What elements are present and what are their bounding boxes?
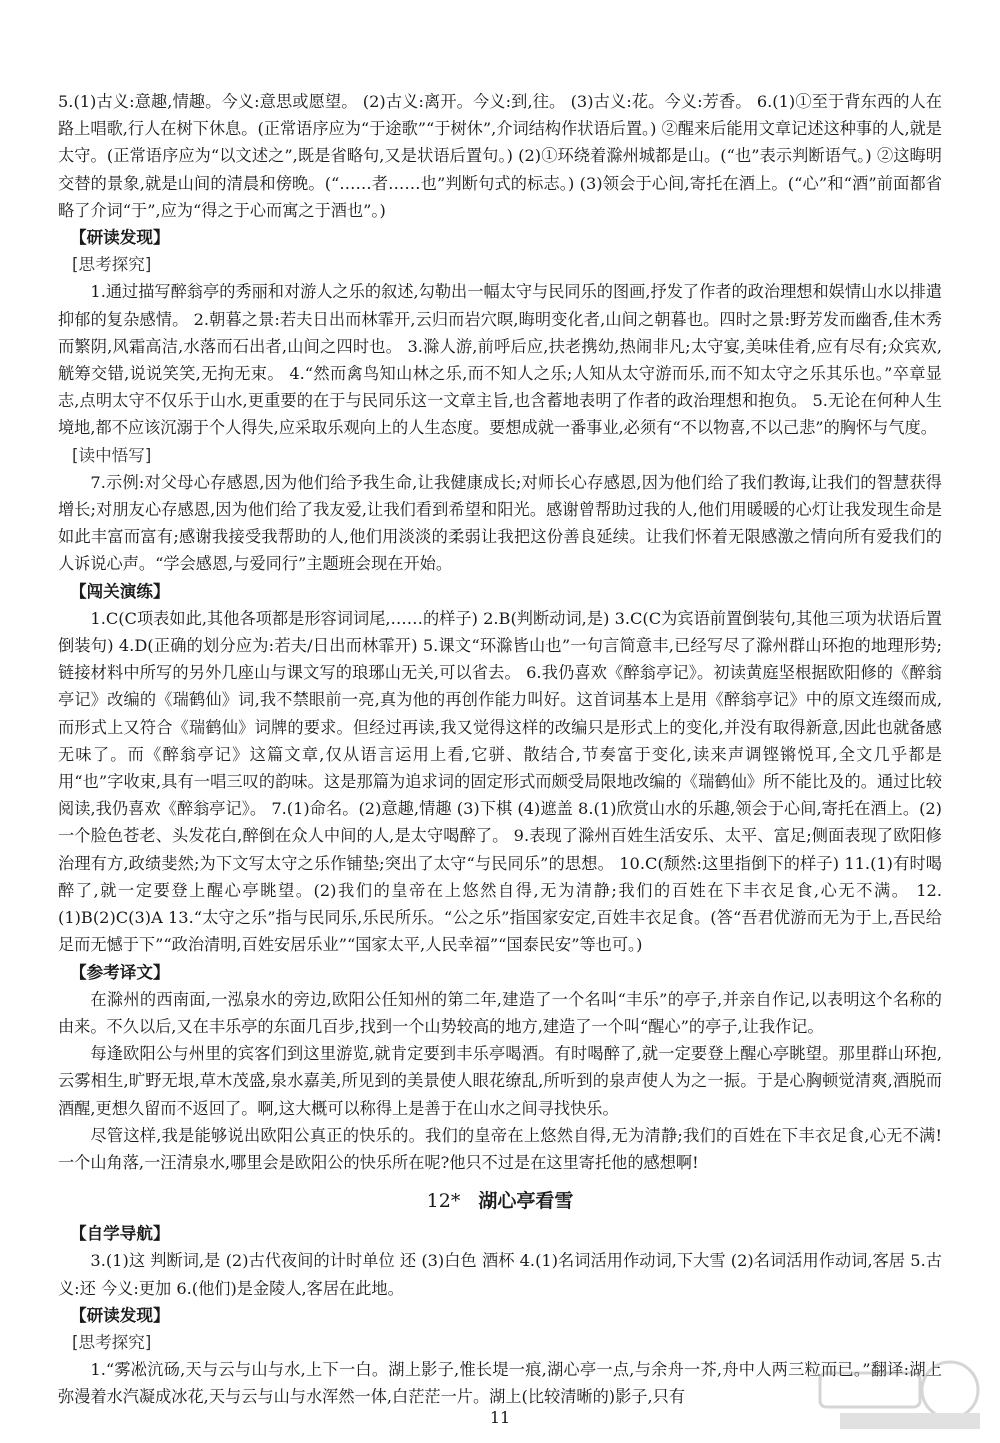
answer-paragraph: 7.示例:对父母心存感恩,因为他们给予我生命,让我健康成长;对师长心存感恩,因为他们给了我们教诲,让我们的智慧获得增长;对朋友心存感恩,因为他们给了我友爱,让我们看到希望和阳光。感谢曾帮助过我的人,他们用暖暖的心灯让我发现生命是如此丰富而富有;感谢我接受我帮助的人,他们用淡淡的柔弱让我把这份善良延续。让我们怀着无限感激之情向所有爱我们的人诉说心声。“学会感恩,与爱同行”主题班会现在开始。 — [58, 472, 942, 574]
section-heading-yandu: 【研读发现】 — [70, 228, 170, 248]
translation-paragraph: 每逢欧阳公与州里的宾客们到这里游览,就肯定要到丰乐亭喝酒。有时喝醉了,就一定要登上醒心亭眺望。那里群山环抱,云雾相生,旷野无垠,草木茂盛,泉水嘉美,所见到的美景使人眼花缭乱,所听到的泉声使人为之一振。于是心胸顿觉清爽,酒脱而酒醒,更想久留而不返回了。啊,这大概可以称得上是善于在山水之间寻找快乐。 — [58, 1044, 942, 1118]
answer-paragraph: 5.(1)古义:意趣,情趣。今义:意思或愿望。 (2)古义:离开。今义:到,往。 (3)古义:花。今义:芳香。 6.(1)①至于背东西的人在路上唱歌,行人在树下休息。(正常语序应为“于途歌”“于树休”,介词结构作状语后置。) ②醒来后能用文章记述这种事的人,就是太守。(正常语序应为“以文述之”,既是省略句,又是状语后置句。) (2)①环绕着滁州城都是山。(“也”表示判断语气。) ②这晦明交替的景象,就是山间的清晨和傍晚。(“……者……也”判断句式的标志。) (3)领会于心间,寄托在酒上。(“心”和“酒”前面都省略了介词“于”,应为“得之于心而寓之于酒也”。) — [58, 92, 942, 220]
subheading-sikao: [思考探究] — [72, 1332, 152, 1352]
section-heading-zixue: 【自学导航】 — [70, 1224, 170, 1244]
lesson-number: 12* — [426, 1190, 461, 1213]
section-heading-yandu: 【研读发现】 — [70, 1305, 170, 1325]
translation-paragraph: 尽管这样,我是能够说出欧阳公真正的快乐的。我们的皇帝在上悠然自得,无为清静;我们的百姓在下丰衣足食,心无不满!一个山角落,一汪清泉水,哪里会是欧阳公的快乐所在呢?他只不过是在这里寄托他的感想啊! — [58, 1125, 942, 1172]
answer-page — [58, 88, 942, 1411]
section-heading-chuangguan: 【闯关演练】 — [70, 581, 170, 601]
answer-paragraph: 1.“雾凇沆砀,天与云与山与水,上下一白。湖上影子,惟长堤一痕,湖心亭一点,与余舟一芥,舟中人两三粒而已。”翻译:湖上弥漫着水汽凝成冰花,天与云与山与水浑然一体,白茫茫一片。湖上(比较清晰的)影子,只有 — [58, 1360, 942, 1407]
subheading-sikao: [思考探究] — [72, 255, 152, 275]
translation-paragraph: 在滁州的西南面,一泓泉水的旁边,欧阳公任知州的第二年,建造了一个名叫“丰乐”的亭子,并亲自作记,以表明这个名称的由来。不久以后,又在丰乐亭的东面几百步,找到一个山势较高的地方,建造了一个叫“醒心”的亭子,让我作记。 — [58, 989, 942, 1036]
watermark-logo — [800, 1355, 990, 1435]
answer-paragraph: 1.通过描写醉翁亭的秀丽和对游人之乐的叙述,勾勒出一幅太守与民同乐的图画,抒发了作者的政治理想和娱情山水以排遣抑郁的复杂感情。 2.朝暮之景:若夫日出而林霏开,云归而岩穴暝,晦明变化者,山间之朝暮也。四时之景:野芳发而幽香,佳木秀而繁阴,风霜高洁,水落而石出者,山间之四时也。 3.滁人游,前呼后应,扶老携幼,热闹非凡;太守宴,美味佳肴,应有尽有;众宾欢,觥筹交错,说说笑笑,无拘无束。 4.“然而禽鸟知山林之乐,而不知人之乐;人知从太守游而乐,而不知太守之乐其乐也。”卒章显志,点明太守不仅乐于山水,更重要的在于与民同乐这一文章主旨,也含蓄地表明了作者的政治理想和抱负。 5.无论在何种人生境地,都不应该沉溺于个人得失,应采取乐观向上的人生态度。要想成就一番事业,必须有“不以物喜,不以己悲”的胸怀与气度。 — [58, 282, 942, 438]
section-heading-yiwen: 【参考译文】 — [70, 962, 170, 982]
subheading-duzhong: [读中悟写] — [72, 445, 152, 465]
page-number: 11 — [489, 1408, 511, 1427]
answer-paragraph: 1.C(C项表如此,其他各项都是形容词词尾,……的样子) 2.B(判断动词,是) 3.C(C为宾语前置倒装句,其他三项为状语后置倒装句) 4.D(正确的划分应为:若夫/日出而林霏开) 5.课文“环滁皆山也”一句言简意丰,已经写尽了滁州群山环抱的地理形势;链接材料中所写的另外几座山与课文写的琅琊山无关,可以省去。 6.我仍喜欢《醉翁亭记》。初读黄庭坚根据欧阳修的《醉翁亭记》改编的《瑞鹤仙》词,我不禁眼前一亮,真为他的再创作能力叫好。这首词基本上是用《醉翁亭记》中的原文连缀而成,而形式上又符合《瑞鹤仙》词牌的要求。但经过再读,我又觉得这样的改编只是形式上的变化,并没有取得新意,因此也就备感无味了。而《醉翁亭记》这篇文章,仅从语言运用上看,它骈、散结合,节奏富于变化,读来声调铿锵悦耳,全文几乎都是用“也”字收束,具有一唱三叹的韵味。这是那篇为追求词的固定形式而颇受局限地改编的《瑞鹤仙》所不能比及的。通过比较阅读,我仍喜欢《醉翁亭记》。 7.(1)命名。(2)意趣,情趣 (3)下棋 (4)遮盖 8.(1)欣赏山水的乐趣,领会于心间,寄托在酒上。(2)一个脸色苍老、头发花白,醉倒在众人中间的人,是太守喝醉了。 9.表现了滁州百姓生活安乐、太平、富足;侧面表现了欧阳修治理有方,政绩斐然;为下文写太守之乐作铺垫;突出了太守“与民同乐”的思想。 10.C(颓然:这里指倒下的样子) 11.(1)有时喝醉了,就一定要登上醒心亭眺望。(2)我们的皇帝在上悠然自得,无为清静;我们的百姓在下丰衣足食,心无不满。 12.(1)B(2)C(3)A 13.“太守之乐”指与民同乐,乐民所乐。“公之乐”指国家安定,百姓丰衣足食。(答“吾君优游而无为于上,吾民给足而无憾于下”“政治清明,百姓安居乐业”“国家太平,人民幸福”“国泰民安”等也可。) — [58, 608, 942, 955]
lesson-name: 湖心亭看雪 — [478, 1190, 574, 1213]
lesson-title — [58, 1184, 942, 1218]
answer-paragraph: 3.(1)这 判断词,是 (2)古代夜间的计时单位 还 (3)白色 酒杯 4.(1)名词活用作动词,下大雪 (2)名词活用作动词,客居 5.古义:还 今义:更加 6.(他们)是金陵人,客居在此地。 — [58, 1251, 942, 1298]
